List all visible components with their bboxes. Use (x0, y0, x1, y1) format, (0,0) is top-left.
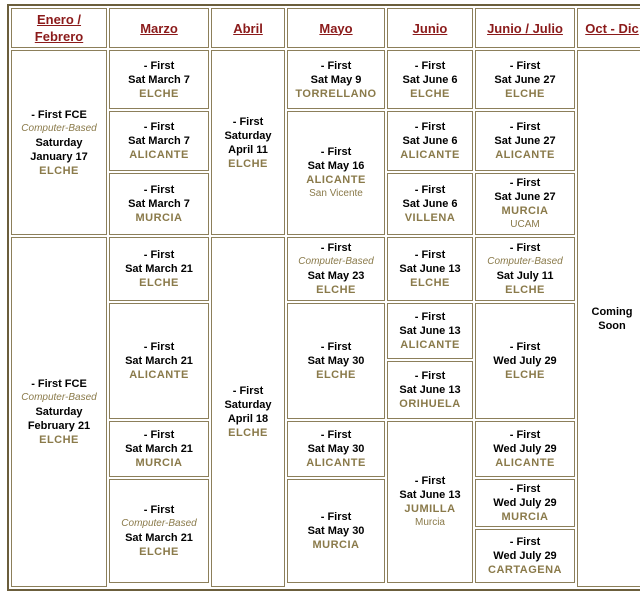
line-first: - First (320, 341, 352, 353)
date-line: Saturday (224, 129, 272, 142)
date-line: Wed July 29 (493, 550, 557, 562)
city-name: MURCIA (135, 457, 183, 469)
date-line-2: April 18 (227, 413, 269, 425)
line-first: - First (509, 177, 541, 189)
date-line: Wed July 29 (493, 355, 557, 367)
cell-ef1 (11, 50, 107, 235)
line-first: - First (320, 242, 352, 254)
cell-y4 (287, 303, 385, 419)
date-line: Saturday (35, 136, 83, 149)
line-first: - First (414, 311, 446, 323)
city-name: MURCIA (501, 511, 549, 523)
date-line: Sat May 30 (307, 443, 365, 455)
date-line: Sat May 9 (310, 73, 362, 86)
cell-jj1 (475, 50, 575, 109)
computer-based-note: Computer-Based (487, 256, 563, 267)
date-line: Sat June 13 (399, 263, 461, 275)
date-line: Wed July 29 (493, 497, 557, 509)
city-name: MURCIA (312, 539, 360, 551)
col-header-mayo[interactable]: Mayo (287, 8, 385, 48)
date-line: Sat June 13 (399, 384, 461, 396)
line-first: - First (232, 115, 264, 128)
date-line: Sat June 13 (399, 489, 461, 501)
city-name: ELCHE (410, 87, 450, 100)
date-line: Sat June 6 (402, 198, 458, 210)
date-line: Saturday (224, 399, 272, 411)
line-first: - First (320, 59, 352, 72)
computer-based-note: Computer-Based (298, 256, 374, 267)
date-line: Sat July 11 (496, 270, 554, 282)
cell-jj4 (475, 237, 575, 301)
cell-j5 (387, 303, 473, 359)
city-name: ALICANTE (306, 457, 366, 469)
line-first: - First (143, 249, 175, 261)
city-name: MURCIA (135, 212, 183, 224)
city-name: ALICANTE (400, 339, 460, 351)
date-line: Sat March 7 (128, 198, 190, 210)
city-name: ALICANTE (129, 369, 189, 381)
line-first: - First (143, 59, 175, 72)
date-line: Sat May 30 (307, 355, 365, 367)
date-line: Saturday (35, 406, 83, 418)
line-first: - First (414, 121, 446, 133)
date-line: Sat March 21 (125, 355, 193, 367)
date-line: Soon (598, 319, 626, 332)
date-line: Sat June 27 (494, 73, 556, 86)
computer-based-note: Computer-Based (21, 392, 97, 403)
city-name: ALICANTE (495, 149, 555, 161)
line-first: - First (414, 475, 446, 487)
venue-note: UCAM (510, 219, 540, 230)
line-first: - First (320, 429, 352, 441)
city-name: VILLENA (404, 212, 456, 224)
cell-m2 (109, 111, 209, 171)
line-first: - First FCE (31, 378, 87, 390)
cell-j3 (387, 173, 473, 235)
cell-m4 (109, 237, 209, 301)
line-first: - First (509, 59, 541, 72)
cell-j6 (387, 361, 473, 419)
cell-a1 (211, 50, 285, 235)
city-name: ELCHE (316, 369, 356, 381)
col-header-enero-febrero[interactable]: Enero / Febrero (11, 8, 107, 48)
line-first: - First (143, 504, 175, 516)
date-line: Sat March 21 (125, 443, 193, 455)
cell-jj7 (475, 479, 575, 527)
cell-jj3 (475, 173, 575, 235)
city-name: ELCHE (505, 284, 545, 296)
exam-schedule-table (7, 4, 640, 591)
city-name: ELCHE (505, 87, 545, 100)
city-name: ALICANTE (400, 149, 460, 161)
line-first: - First (143, 429, 175, 441)
date-line: Wed July 29 (493, 443, 557, 455)
cell-m1 (109, 50, 209, 109)
city-name: CARTAGENA (488, 564, 562, 576)
date-line: Sat March 7 (128, 73, 190, 86)
city-name: ALICANTE (495, 457, 555, 469)
city-name: ELCHE (39, 434, 79, 446)
cell-y6 (287, 479, 385, 583)
computer-based-note: Computer-Based (121, 518, 197, 529)
cell-j4 (387, 237, 473, 301)
cell-jj5 (475, 303, 575, 419)
city-name: ALICANTE (306, 174, 366, 186)
cell-a2 (211, 237, 285, 587)
line-first: - First (414, 249, 446, 261)
date-line: Sat June 13 (399, 325, 461, 337)
line-first: - First (509, 429, 541, 441)
cell-y1 (287, 50, 385, 109)
date-line: Sat March 7 (128, 135, 190, 147)
city-name: ELCHE (139, 87, 179, 100)
line-first: - First (232, 385, 264, 397)
date-line: Sat March 21 (125, 263, 193, 275)
city-name: TORRELLANO (295, 87, 377, 100)
cell-m6 (109, 421, 209, 477)
line-first: - First FCE (31, 108, 87, 121)
cell-m5 (109, 303, 209, 419)
col-header-junio[interactable]: Junio (387, 8, 473, 48)
line-first: - First (509, 121, 541, 133)
date-line-2: January 17 (30, 150, 88, 163)
line-first: - First (414, 184, 446, 196)
col-header-junio-julio[interactable]: Junio / Julio (475, 8, 575, 48)
date-line: Sat March 21 (125, 532, 193, 544)
cell-y5 (287, 421, 385, 477)
venue-note: Murcia (414, 517, 445, 528)
line-first: - First (509, 536, 541, 548)
city-name: ELCHE (228, 427, 268, 439)
city-name: ELCHE (139, 546, 179, 558)
date-line: Sat June 6 (402, 135, 458, 147)
cell-ef2 (11, 237, 107, 587)
date-line: Sat June 27 (494, 135, 556, 147)
col-header-marzo[interactable]: Marzo (109, 8, 209, 48)
computer-based-note: Computer-Based (21, 122, 97, 134)
city-name: ALICANTE (129, 149, 189, 161)
cell-jj6 (475, 421, 575, 477)
cell-j2 (387, 111, 473, 171)
date-line-2: April 11 (228, 143, 268, 156)
cell-jj2 (475, 111, 575, 171)
cell-m7 (109, 479, 209, 583)
line-first: - First (320, 146, 352, 158)
date-line: Sat May 16 (307, 160, 365, 172)
cell-od (577, 50, 640, 587)
date-line: Sat June 27 (494, 191, 556, 203)
city-name: ORIHUELA (399, 398, 461, 410)
date-line: Sat May 23 (307, 270, 365, 282)
cell-y3 (287, 237, 385, 301)
col-header-oct-dic[interactable]: Oct - Dic (577, 8, 640, 48)
city-name: ELCHE (228, 157, 268, 170)
city-name: ELCHE (410, 277, 450, 289)
header-row (11, 8, 640, 48)
line-first: - First (509, 341, 541, 353)
line-first: - First (143, 341, 175, 353)
line-first: - First (414, 59, 446, 72)
cell-m3 (109, 173, 209, 235)
city-name: ELCHE (505, 369, 545, 381)
cell-j1 (387, 50, 473, 109)
city-name: JUMILLA (404, 503, 456, 515)
col-header-abril[interactable]: Abril (211, 8, 285, 48)
line-first: - First (414, 370, 446, 382)
venue-note: San Vicente (309, 188, 363, 199)
cell-y2 (287, 111, 385, 235)
city-name: ELCHE (316, 284, 356, 296)
line-first: Coming (591, 305, 633, 318)
line-first: - First (509, 483, 541, 495)
city-name: ELCHE (39, 164, 79, 177)
line-first: - First (143, 121, 175, 133)
date-line: Sat May 30 (307, 525, 365, 537)
city-name: ELCHE (139, 277, 179, 289)
line-first: - First (320, 511, 352, 523)
cell-j7 (387, 421, 473, 583)
date-line-2: February 21 (27, 420, 91, 432)
line-first: - First (509, 242, 541, 254)
date-line: Sat June 6 (402, 73, 458, 86)
line-first: - First (143, 184, 175, 196)
city-name: MURCIA (501, 205, 549, 217)
